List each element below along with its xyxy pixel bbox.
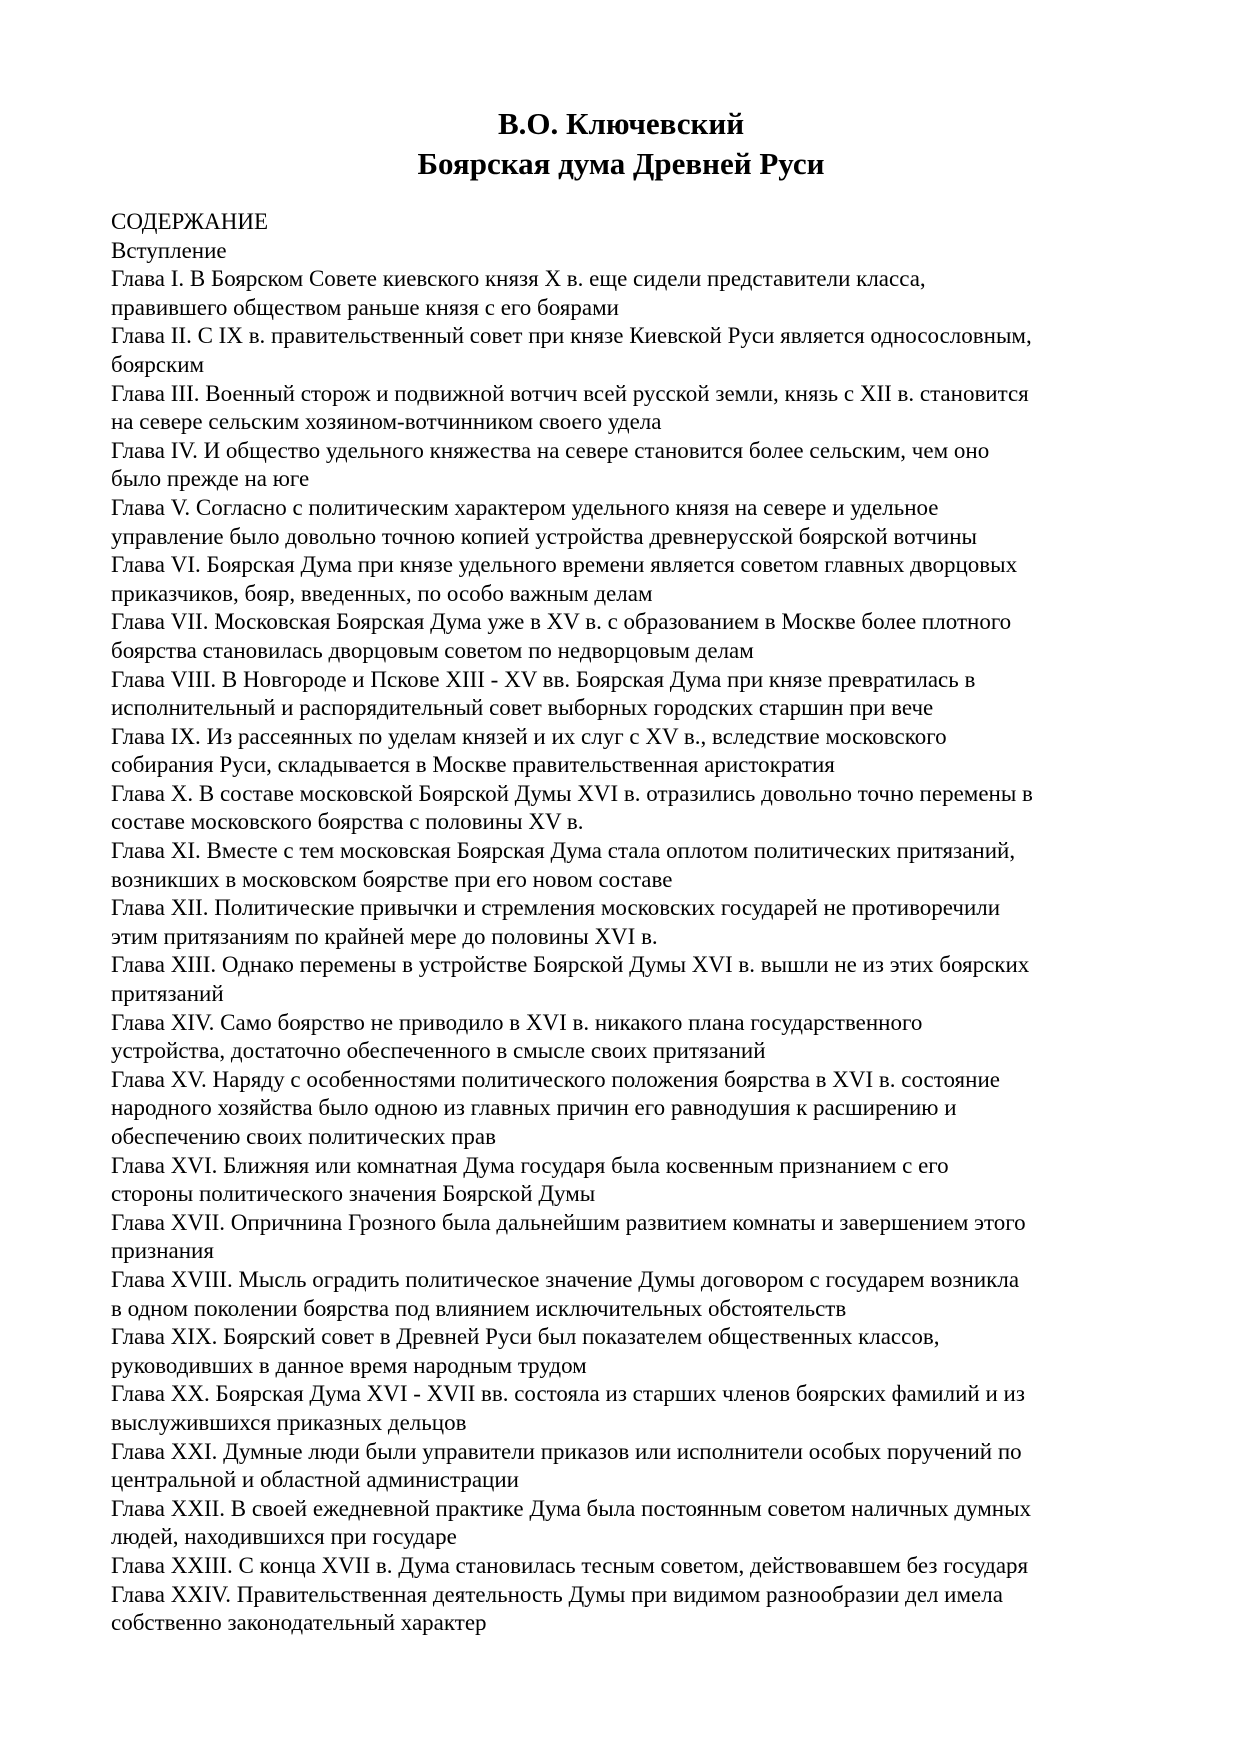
toc-entry xyxy=(111,666,1141,723)
toc-entry-line: народного хозяйства было одною из главных причин его равнодушия к расширению и xyxy=(111,1095,957,1121)
toc-entry xyxy=(111,608,1141,665)
toc-entry-line: стороны политического значения Боярской Думы xyxy=(111,1181,596,1207)
toc-entry-line: Глава XIX. Боярский совет в Древней Руси был показателем общественных классов, xyxy=(111,1324,940,1350)
toc-entry xyxy=(111,437,1141,494)
toc-entry-line: Глава XVII. Опричнина Грозного была дальнейшим развитием комнаты и завершением этого xyxy=(111,1209,1026,1235)
toc-entry-line: правившего обществом раньше князя с его боярами xyxy=(111,294,619,320)
toc-entry-line: притязаний xyxy=(111,981,224,1007)
toc-entry xyxy=(111,837,1141,894)
toc-entry-line: Глава XVI. Ближняя или комнатная Дума государя была косвенным признанием с его xyxy=(111,1152,949,1178)
toc-entry xyxy=(111,1209,1141,1266)
toc-entry xyxy=(111,237,1141,266)
toc-entry xyxy=(111,1009,1141,1066)
toc-entry-line: исполнительный и распорядительный совет выборных городских старшин при вече xyxy=(111,695,934,721)
toc-entry-line: управление было довольно точною копией устройства древнерусской боярской вотчины xyxy=(111,523,977,549)
toc-heading: СОДЕРЖАНИЕ xyxy=(111,209,269,234)
toc-entry xyxy=(111,1495,1141,1552)
toc-entry xyxy=(111,894,1141,951)
toc-entry xyxy=(111,380,1141,437)
toc-entry-line: Глава IV. И общество удельного княжества на севере становится более сельским, чем оно xyxy=(111,437,990,463)
toc-entry xyxy=(111,551,1141,608)
toc-entry xyxy=(111,265,1141,322)
toc-entry-line: Глава III. Военный сторож и подвижной вотчич всей русской земли, князь с XII в. становится xyxy=(111,380,1029,406)
toc-entry-line: выслужившихся приказных дельцов xyxy=(111,1409,467,1435)
toc-entry-line: приказчиков, бояр, введенных, по особо важным делам xyxy=(111,580,653,606)
toc-entry-line: Глава V. Согласно с политическим характером удельного князя на севере и удельное xyxy=(111,494,939,520)
toc-entry-line: возникших в московском боярстве при его новом составе xyxy=(111,866,673,892)
title-block xyxy=(0,104,1242,184)
toc-entry-line: Глава IX. Из рассеянных по уделам князей и их слуг с XV в., вследствие московского xyxy=(111,723,947,749)
toc-entry-line: боярским xyxy=(111,351,205,377)
toc-entry xyxy=(111,1438,1141,1495)
toc-entry xyxy=(111,322,1141,379)
toc-entry xyxy=(111,1066,1141,1152)
toc-entry-line: Глава XI. Вместе с тем московская Боярская Дума стала оплотом политических притязаний, xyxy=(111,838,1016,864)
toc-entry xyxy=(111,1323,1141,1380)
toc-entry-line: собственно законодательный характер xyxy=(111,1610,487,1636)
toc-entry-line: Глава XII. Политические привычки и стремления московских государей не противоречили xyxy=(111,895,1001,921)
toc-entry-line: руководивших в данное время народным трудом xyxy=(111,1352,587,1378)
author-name: В.О. Ключевский xyxy=(497,106,745,141)
toc-entry xyxy=(111,951,1141,1008)
toc-entry-line: Глава XVIII. Мысль оградить политическое значение Думы договором с государем возникла xyxy=(111,1266,1020,1292)
book-title: Боярская дума Древней Руси xyxy=(417,146,825,181)
toc-entry-line: боярства становилась дворцовым советом по недворцовым делам xyxy=(111,637,754,663)
toc-entry-line: этим притязаниям по крайней мере до половины XVI в. xyxy=(111,923,658,949)
toc-entry-line: собирания Руси, складывается в Москве правительственная аристократия xyxy=(111,752,835,778)
toc-entry xyxy=(111,780,1141,837)
toc-entry-line: устройства, достаточно обеспеченного в смысле своих притязаний xyxy=(111,1038,766,1064)
toc-entry-line: признания xyxy=(111,1238,214,1264)
toc-entry-line: на севере сельским хозяином-вотчинником своего удела xyxy=(111,409,662,435)
toc-entry-line: Глава X. В составе московской Боярской Думы XVI в. отразились довольно точно перемены в xyxy=(111,780,1033,806)
toc-entries xyxy=(111,237,1141,1638)
toc-entry xyxy=(111,1552,1141,1581)
toc-entry xyxy=(111,1581,1141,1638)
toc-entry-line: Глава XX. Боярская Дума XVI - XVII вв. состояла из старших членов боярских фамилий и из xyxy=(111,1381,1025,1407)
toc-entry-line: Глава VIII. В Новгороде и Пскове XIII - XV вв. Боярская Дума при князе превратилась в xyxy=(111,666,976,692)
toc-entry-line: было прежде на юге xyxy=(111,466,310,492)
toc-entry xyxy=(111,723,1141,780)
toc-entry-line: Вступление xyxy=(111,237,227,263)
toc-entry-line: в одном поколении боярства под влиянием исключительных обстоятельств xyxy=(111,1295,847,1321)
toc-entry-line: людей, находившихся при государе xyxy=(111,1524,457,1550)
toc-entry xyxy=(111,494,1141,551)
toc-entry-line: Глава I. В Боярском Совете киевского князя X в. еще сидели представители класса, xyxy=(111,266,926,292)
toc-entry-line: Глава VII. Московская Боярская Дума уже в XV в. с образованием в Москве более плотного xyxy=(111,609,1012,635)
toc-entry-line: составе московского боярства с половины XV в. xyxy=(111,809,584,835)
toc-entry-line: Глава XXI. Думные люди были управители приказов или исполнители особых поручений по xyxy=(111,1438,1022,1464)
toc-entry-line: Глава XIII. Однако перемены в устройстве Боярской Думы XVI в. вышли не из этих боярских xyxy=(111,952,1030,978)
toc-entry-line: обеспечению своих политических прав xyxy=(111,1124,496,1149)
table-of-contents xyxy=(111,208,1141,1638)
toc-entry-line: Глава XXII. В своей ежедневной практике Дума была постоянным советом наличных думных xyxy=(111,1495,1032,1521)
toc-entry-line: Глава XV. Наряду с особенностями политического положения боярства в XVI в. состояние xyxy=(111,1066,1000,1092)
toc-entry-line: Глава II. С IX в. правительственный совет при князе Киевской Руси является односословным, xyxy=(111,323,1032,349)
toc-entry xyxy=(111,1266,1141,1323)
toc-entry-line: центральной и областной администрации xyxy=(111,1467,519,1493)
toc-entry-line: Глава VI. Боярская Дума при князе удельного времени является советом главных дворцовых xyxy=(111,552,1018,578)
toc-entry xyxy=(111,1380,1141,1437)
toc-entry-line: Глава XIV. Само боярство не приводило в XVI в. никакого плана государственного xyxy=(111,1009,923,1035)
toc-entry xyxy=(111,1152,1141,1209)
toc-entry-line: Глава XXIII. С конца XVII в. Дума становилась тесным советом, действовавшем без государя xyxy=(111,1552,1029,1578)
toc-entry-line: Глава XXIV. Правительственная деятельность Думы при видимом разнообразии дел имела xyxy=(111,1581,1003,1607)
